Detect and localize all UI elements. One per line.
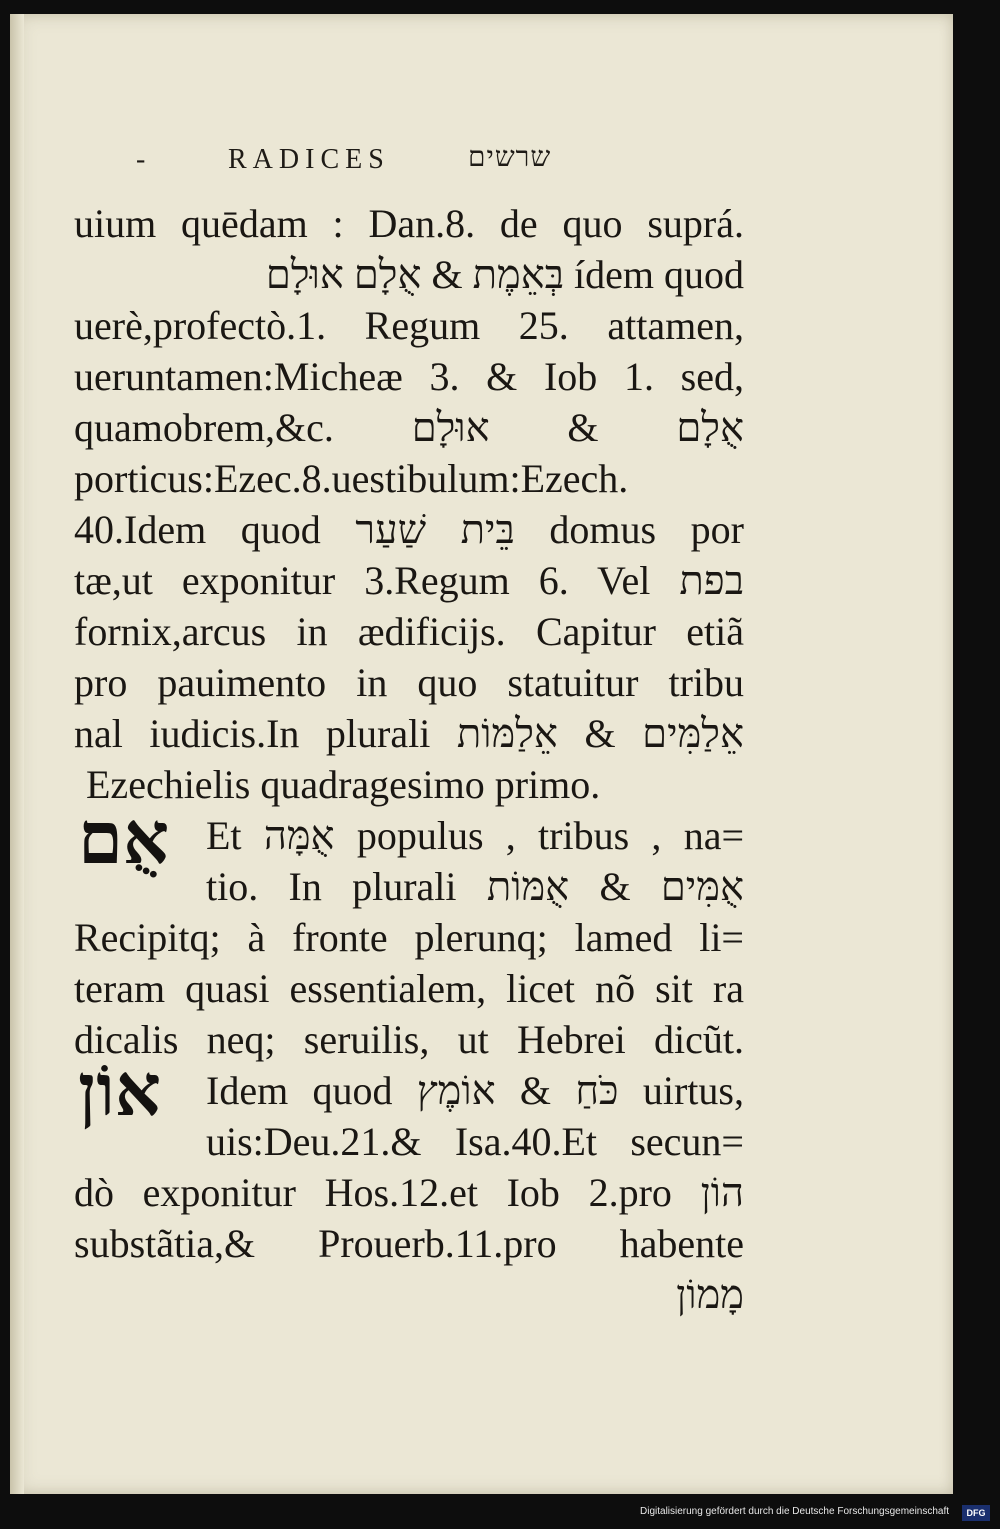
text-line: porticus:Ezec.8.uestibulum:Ezech. [74, 456, 629, 501]
digitization-credit: Digitalisierung gefördert durch die Deutsche Forschungsgemeinschaft [640, 1506, 950, 1517]
text-line: ueruntamen:Micheæ 3. & Iob 1. sed, [74, 354, 744, 399]
text-line: uium quēdam : Dan.8. de quo suprá. [74, 201, 744, 246]
drop-cap-1: אֻם [78, 795, 170, 880]
text-line: quamobrem,&c. אֻלָם & אוּלָם [74, 405, 744, 450]
text-line: fornix,arcus in ædificijs. Capitur etiã [74, 609, 744, 654]
text-line: בְּאֵמֶת & אֻלָם אוּלָם ídem quod [265, 252, 744, 297]
text-line: dicalis neq; seruilis, ut Hebrei dicũt. [74, 1017, 744, 1062]
text-line: Idem quod כֹּחַ & אוֹמֶץ uirtus, [206, 1068, 744, 1113]
text-line: Ezechielis quadragesimo primo. [86, 762, 601, 807]
header-title-hebrew: שרשים [468, 142, 552, 173]
text-line: dò exponitur Hos.12.et Iob 2.pro הוֹן [74, 1170, 744, 1215]
header-dash: - [136, 144, 152, 175]
text-line: Recipitq; à fronte plerunq; lamed li= [74, 915, 744, 960]
text-line: nal iudicis.In plurali אֵלַמִּים & אֵלַמּוֹת [74, 711, 744, 756]
header-title-latin: RADICES [228, 144, 390, 175]
text-line: uis:Deu.21.& Isa.40.Et secun= [206, 1119, 744, 1164]
text-line: Et אֻמָּה populus , tribus , na= [206, 813, 744, 858]
page-gutter-shadow [10, 14, 24, 1494]
text-line: 40.Idem quod בֵּית שַׁעַר domus por [74, 507, 744, 552]
running-header [136, 142, 608, 184]
text-line: substãtia,& Prouerb.11.pro habente [74, 1221, 744, 1266]
dfg-logo: DFG [962, 1505, 990, 1521]
text-line: teram quasi essentialem, licet nõ sit ra [74, 966, 744, 1011]
drop-cap-2: אוֹן [78, 1047, 162, 1132]
text-line: tæ,ut exponitur 3.Regum 6. Vel בפת [74, 558, 744, 603]
text-line: uerè,profectò.1. Regum 25. attamen, [74, 303, 744, 348]
body-text [74, 198, 744, 1320]
text-line: tio. In plurali אֻמִּים & אֻמּוֹת [206, 864, 744, 909]
text-line: מָמוֹן [676, 1272, 744, 1317]
text-line: pro pauimento in quo statuitur tribu [74, 660, 744, 705]
